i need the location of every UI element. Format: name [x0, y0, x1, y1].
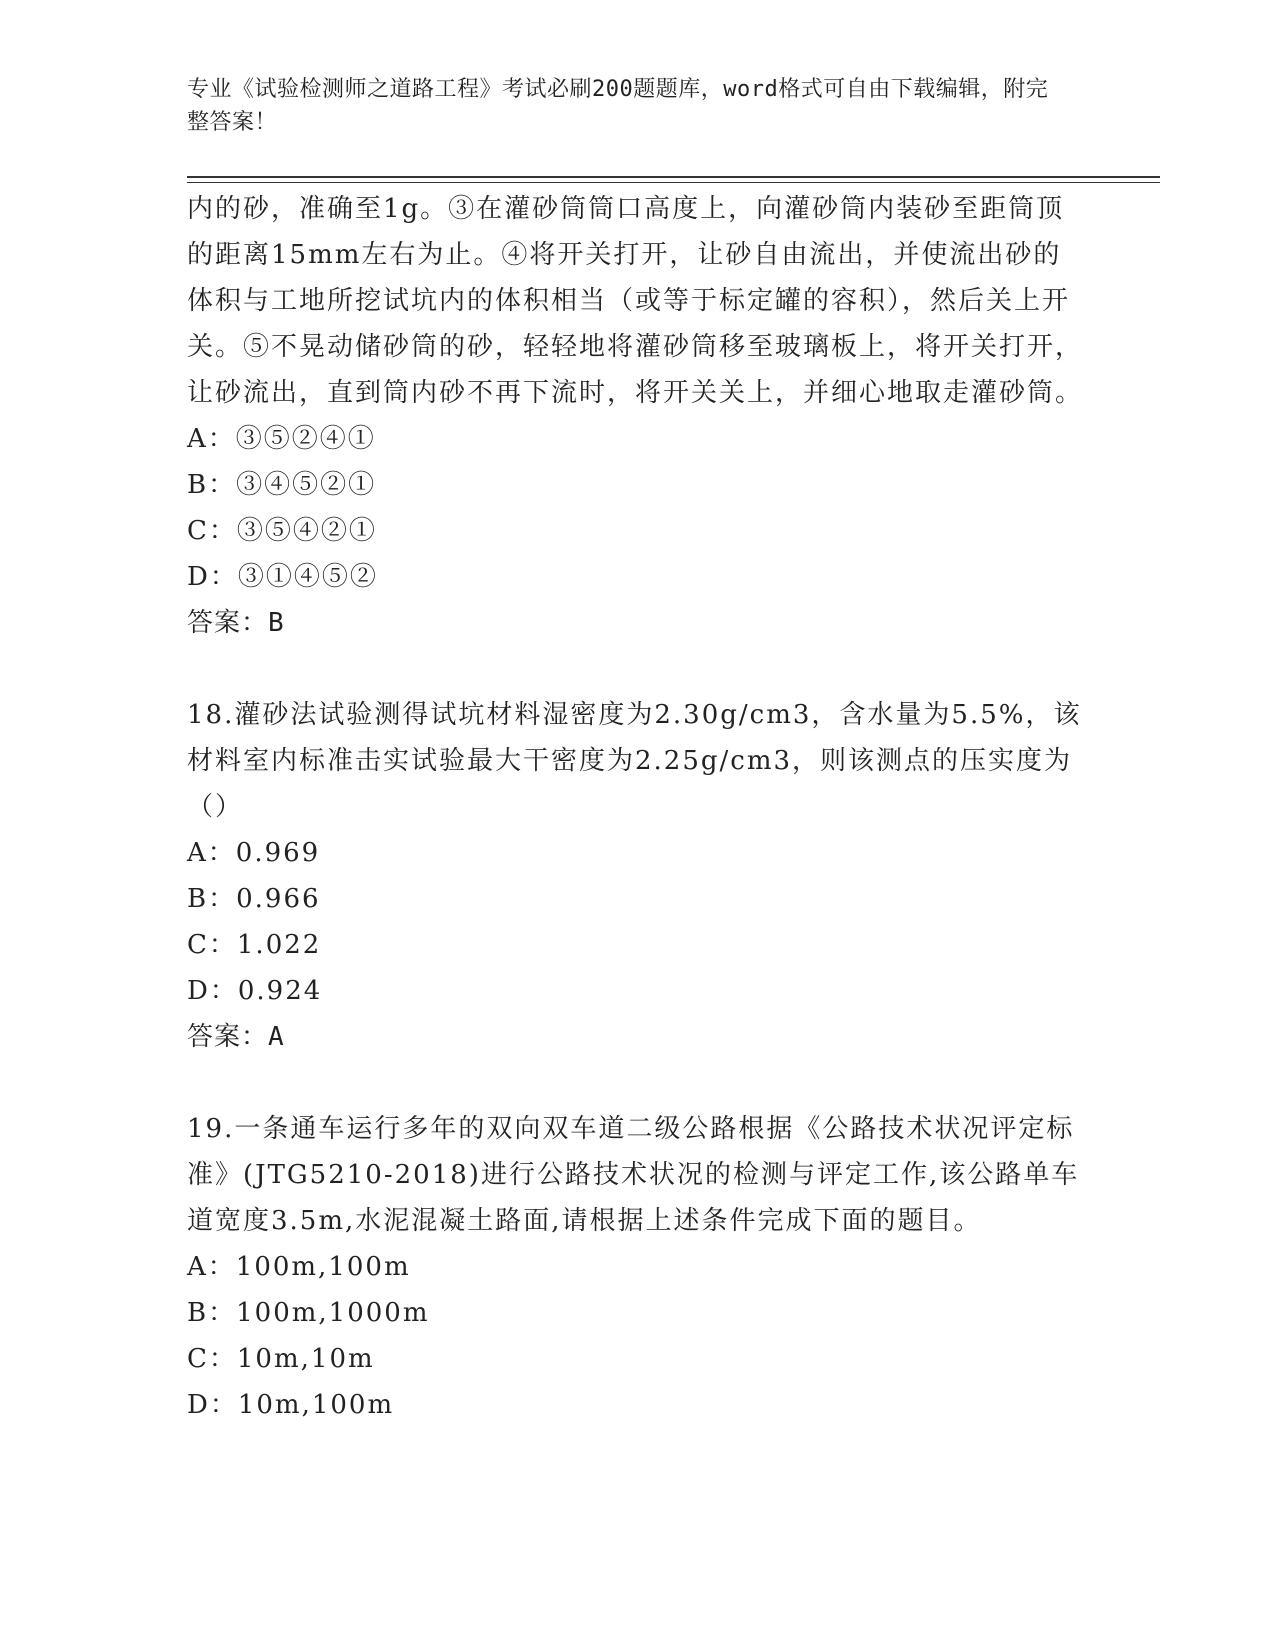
- question-19-option-a: A：100m,100m: [187, 1252, 411, 1282]
- document-header: [187, 73, 1067, 139]
- question-18-stem: 18.灌砂法试验测得试坑材料湿密度为2.30g/cm3，含水量为5.5%，该材料室内标准击实试验最大干密度为2.25g/cm3，则该测点的压实度为（）: [187, 700, 1082, 822]
- question-17-option-c: C：③⑤④②①: [187, 516, 377, 546]
- question-18-option-c: C：1.022: [187, 930, 322, 960]
- question-19-option-c: C：10m,10m: [187, 1344, 375, 1374]
- question-17: [187, 186, 1087, 646]
- question-content: [187, 186, 1087, 1428]
- question-17-option-b: B：③④⑤②①: [187, 470, 377, 500]
- question-17-option-a: A：③⑤②④①: [187, 424, 376, 454]
- question-18-answer: 答案：A: [187, 1022, 285, 1052]
- question-19-option-d: D：10m,100m: [187, 1390, 395, 1420]
- question-17-stem: 内的砂，准确至1g。③在灌砂筒筒口高度上，向灌砂筒内装砂至距筒顶的距离15mm左右为止。④将开关打开，让砂自由流出，并使流出砂的体积与工地所挖试坑内的体积相当（或等于标定罐的容积），然后关上开关。⑤不晃动储砂筒的砂，轻轻地将灌砂筒移至玻璃板上，将开关打开，让砂流出，直到筒内砂不再下流时，将开关关上，并细心地取走灌砂筒。: [187, 194, 1084, 408]
- question-18-option-d: D：0.924: [187, 976, 323, 1006]
- question-17-option-d: D：③①④⑤②: [187, 562, 378, 592]
- question-19-option-b: B：100m,1000m: [187, 1298, 430, 1328]
- spacer: [187, 646, 1087, 692]
- header-divider-thin: [187, 182, 1160, 183]
- question-18: [187, 692, 1087, 1060]
- question-19: [187, 1106, 1087, 1428]
- question-19-stem: 19.一条通车运行多年的双向双车道二级公路根据《公路技术状况评定标准》(JTG5210-2018)进行公路技术状况的检测与评定工作,该公路单车道宽度3.5m,水泥混凝土路面,请根据上述条件完成下面的题目。: [187, 1114, 1080, 1236]
- header-divider-thick: [187, 176, 1160, 178]
- spacer: [187, 1060, 1087, 1106]
- header-title: 专业《试验检测师之道路工程》考试必刷200题题库，word格式可自由下载编辑，附完整答案！: [187, 77, 1049, 135]
- question-17-answer: 答案：B: [187, 608, 285, 638]
- question-18-option-a: A：0.969: [187, 838, 321, 868]
- question-18-option-b: B：0.966: [187, 884, 321, 914]
